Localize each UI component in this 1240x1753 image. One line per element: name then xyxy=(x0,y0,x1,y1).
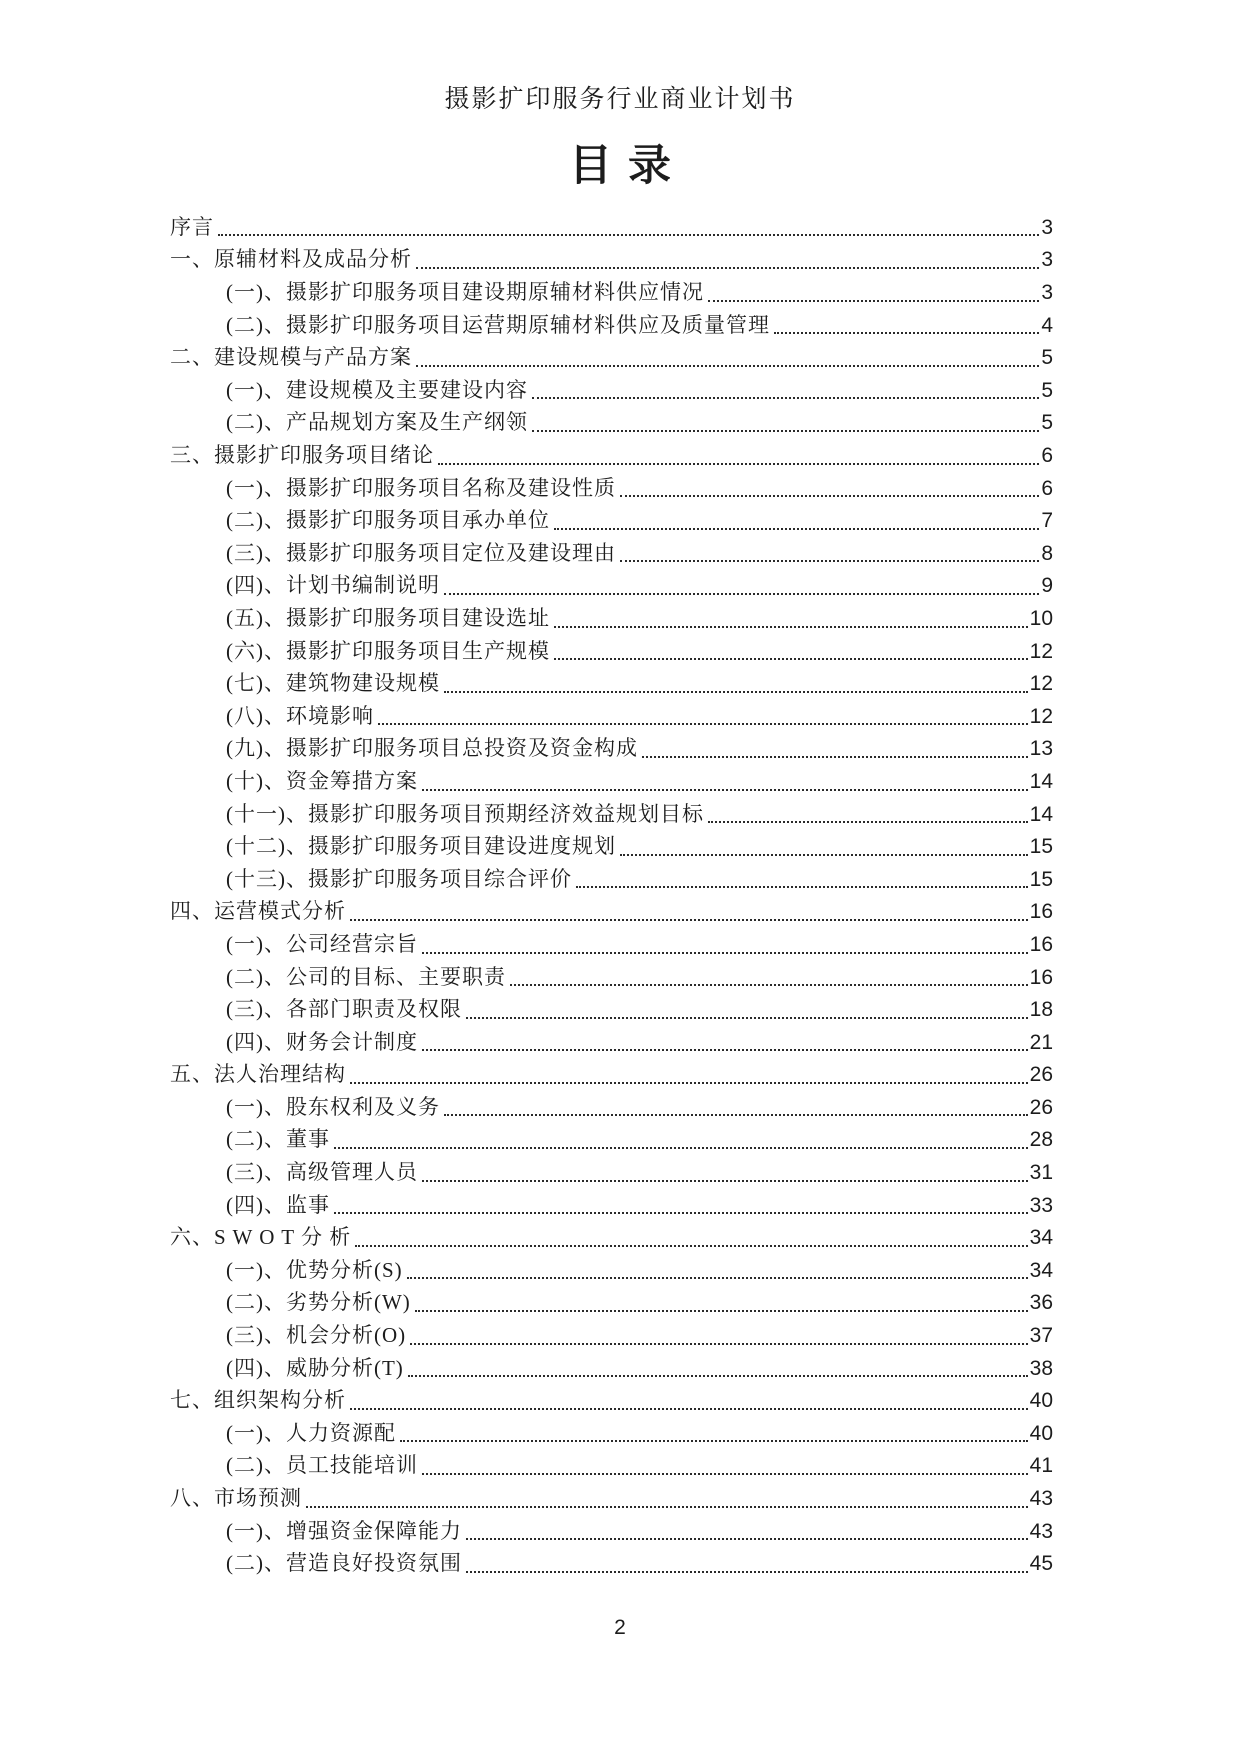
dotted-leader xyxy=(400,1440,1028,1442)
dotted-leader xyxy=(774,332,1039,334)
toc-entry-page: 16 xyxy=(1029,965,1053,989)
toc-entry xyxy=(170,243,1053,276)
dotted-leader xyxy=(708,300,1039,302)
dotted-leader xyxy=(378,723,1028,725)
toc-entry-label: (十三)、摄影扩印服务项目综合评价 xyxy=(226,866,572,891)
toc-entry-label: (九)、摄影扩印服务项目总投资及资金构成 xyxy=(226,736,638,761)
toc-entry-page: 26 xyxy=(1029,1095,1053,1119)
toc-entry xyxy=(170,406,1053,439)
document-header-title: 摄影扩印服务行业商业计划书 xyxy=(444,86,796,113)
toc-entry xyxy=(170,276,1053,309)
dotted-leader xyxy=(334,1147,1028,1149)
toc-entry-page: 21 xyxy=(1029,1030,1053,1054)
toc-entry-page: 6 xyxy=(1041,476,1053,500)
toc-entry-label: (二)、公司的目标、主要职责 xyxy=(226,964,506,989)
dotted-leader xyxy=(444,593,1039,595)
dotted-leader xyxy=(218,234,1039,236)
toc-entry-page: 37 xyxy=(1029,1324,1053,1348)
toc-entry xyxy=(170,1156,1053,1189)
toc-entry xyxy=(170,602,1053,635)
toc-entry xyxy=(170,1352,1053,1385)
dotted-leader xyxy=(708,821,1028,823)
toc-entry-label: 八、市场预测 xyxy=(170,1486,302,1510)
toc-entry-label: (一)、增强资金保障能力 xyxy=(226,1518,462,1543)
toc-entry-page: 13 xyxy=(1029,737,1053,761)
toc-entry xyxy=(170,863,1053,896)
dotted-leader xyxy=(422,1473,1028,1475)
toc-entry-page: 14 xyxy=(1029,802,1053,826)
toc-entry xyxy=(170,1091,1053,1124)
toc-entry-label: (三)、摄影扩印服务项目定位及建设理由 xyxy=(226,540,616,565)
toc-entry-label: (二)、董事 xyxy=(226,1127,330,1152)
toc-entry xyxy=(170,1417,1053,1450)
toc-entry-page: 43 xyxy=(1029,1487,1053,1510)
toc-entry xyxy=(170,1515,1053,1548)
toc-entry-label: (一)、摄影扩印服务项目建设期原辅材料供应情况 xyxy=(226,280,704,305)
toc-entry-page: 5 xyxy=(1041,346,1053,370)
toc-entry xyxy=(170,1189,1053,1222)
toc-entry xyxy=(170,993,1053,1026)
toc-entry xyxy=(170,765,1053,798)
dotted-leader xyxy=(532,397,1039,399)
toc-entry-page: 28 xyxy=(1029,1128,1053,1152)
toc-entry xyxy=(170,309,1053,342)
toc-entry xyxy=(170,667,1053,700)
dotted-leader xyxy=(415,1310,1028,1312)
toc-entry xyxy=(170,700,1053,733)
toc-entry xyxy=(170,1286,1053,1319)
toc-entry-label: (四)、监事 xyxy=(226,1192,330,1217)
toc-entry-label: (二)、营造良好投资氛围 xyxy=(226,1551,462,1576)
toc-entry-page: 12 xyxy=(1029,704,1053,728)
toc-entry xyxy=(170,732,1053,765)
toc-entry-label: (十)、资金筹措方案 xyxy=(226,768,418,793)
toc-entry xyxy=(170,537,1053,570)
toc-entry-label: (六)、摄影扩印服务项目生产规模 xyxy=(226,638,550,663)
dotted-leader xyxy=(350,1082,1028,1084)
toc-entry-page: 16 xyxy=(1029,932,1053,956)
toc-entry xyxy=(170,1254,1053,1287)
toc-entry-label: 序言 xyxy=(170,214,214,239)
toc-entry-page: 9 xyxy=(1041,574,1053,598)
toc-entry-label: (一)、建设规模及主要建设内容 xyxy=(226,377,528,402)
toc-entry-label: (一)、人力资源配 xyxy=(226,1420,396,1445)
dotted-leader xyxy=(438,463,1039,465)
toc-entry-label: (二)、摄影扩印服务项目运营期原辅材料供应及质量管理 xyxy=(226,312,770,337)
toc-entry-page: 18 xyxy=(1029,998,1053,1022)
toc-entry-page: 15 xyxy=(1029,835,1053,859)
dotted-leader xyxy=(306,1506,1028,1508)
toc-entry-page: 7 xyxy=(1041,509,1053,533)
toc-entry xyxy=(170,341,1053,374)
dotted-leader xyxy=(422,1180,1028,1182)
toc-entry xyxy=(170,1449,1053,1482)
dotted-leader xyxy=(620,495,1039,497)
dotted-leader xyxy=(416,365,1039,367)
toc-title xyxy=(0,141,1240,193)
dotted-leader xyxy=(422,1049,1028,1051)
toc-entry-page: 8 xyxy=(1041,541,1053,565)
toc-entry-page: 40 xyxy=(1029,1389,1053,1413)
toc-entry-page: 12 xyxy=(1029,639,1053,663)
toc-entry-page: 34 xyxy=(1029,1258,1053,1282)
toc-entry-label: (三)、高级管理人员 xyxy=(226,1160,418,1185)
footer-page-number: 2 xyxy=(614,1616,626,1639)
toc-entry xyxy=(170,1221,1053,1254)
dotted-leader xyxy=(444,1114,1028,1116)
toc-entry-label: (一)、股东权利及义务 xyxy=(226,1094,440,1119)
toc-entry-label: (四)、计划书编制说明 xyxy=(226,573,440,598)
toc-entry-page: 40 xyxy=(1029,1421,1053,1445)
dotted-leader xyxy=(350,1408,1028,1410)
toc-entry xyxy=(170,439,1053,472)
dotted-leader xyxy=(334,1212,1028,1214)
toc-entry-page: 31 xyxy=(1029,1161,1053,1185)
dotted-leader xyxy=(466,1571,1028,1573)
toc-entry-page: 3 xyxy=(1041,281,1053,305)
toc-entry-label: (二)、产品规划方案及生产纲领 xyxy=(226,410,528,435)
toc-entry-label: (二)、员工技能培训 xyxy=(226,1453,418,1478)
dotted-leader xyxy=(408,1375,1028,1377)
dotted-leader xyxy=(416,267,1039,269)
toc-entry xyxy=(170,569,1053,602)
toc-entry xyxy=(170,1482,1053,1515)
toc-entry xyxy=(170,928,1053,961)
toc-entry xyxy=(170,1058,1053,1091)
toc-entry xyxy=(170,1123,1053,1156)
toc-entry-page: 5 xyxy=(1041,411,1053,435)
dotted-leader xyxy=(554,626,1028,628)
toc-entry-label: 五、法人治理结构 xyxy=(170,1062,346,1087)
toc-entry-label: (三)、机会分析(O) xyxy=(226,1323,407,1348)
dotted-leader xyxy=(532,430,1039,432)
toc-entry-label: (四)、财务会计制度 xyxy=(226,1029,418,1054)
toc-entry-label: 三、摄影扩印服务项目绪论 xyxy=(170,443,434,467)
toc-entry-label: (十一)、摄影扩印服务项目预期经济效益规划目标 xyxy=(226,801,704,826)
toc-entry-page: 12 xyxy=(1029,672,1053,696)
toc-entry xyxy=(170,635,1053,668)
toc-entry-page: 10 xyxy=(1029,606,1053,630)
toc-entry xyxy=(170,1547,1053,1580)
toc-entry-page: 3 xyxy=(1041,248,1053,272)
toc-entry-label: (二)、摄影扩印服务项目承办单位 xyxy=(226,508,550,533)
dotted-leader xyxy=(444,691,1028,693)
toc-entry xyxy=(170,472,1053,505)
dotted-leader xyxy=(576,886,1028,888)
toc-entry xyxy=(170,1026,1053,1059)
toc-entry xyxy=(170,961,1053,994)
toc-entry xyxy=(170,374,1053,407)
toc-entry-page: 33 xyxy=(1029,1193,1053,1217)
toc-entry xyxy=(170,504,1053,537)
toc-entry-label: (七)、建筑物建设规模 xyxy=(226,671,440,696)
toc-entry-page: 38 xyxy=(1029,1356,1053,1380)
toc-entry-page: 15 xyxy=(1029,867,1053,891)
dotted-leader xyxy=(642,756,1028,758)
dotted-leader xyxy=(554,658,1028,660)
toc-entry-page: 3 xyxy=(1041,215,1053,239)
toc-entry-label: (十二)、摄影扩印服务项目建设进度规划 xyxy=(226,834,616,859)
dotted-leader xyxy=(510,984,1028,986)
toc-entry-page: 4 xyxy=(1041,313,1053,337)
toc-entry xyxy=(170,211,1053,244)
toc-entry-label: (三)、各部门职责及权限 xyxy=(226,997,462,1022)
dotted-leader xyxy=(407,1277,1028,1279)
toc-entry-page: 45 xyxy=(1029,1552,1053,1576)
dotted-leader xyxy=(422,789,1028,791)
toc-entry-page: 26 xyxy=(1029,1063,1053,1087)
dotted-leader xyxy=(422,952,1028,954)
toc-entry-label: 二、建设规模与产品方案 xyxy=(170,345,412,370)
toc-entry xyxy=(170,830,1053,863)
dotted-leader xyxy=(620,854,1028,856)
toc-entry xyxy=(170,1319,1053,1352)
toc-entry-label: 一、原辅材料及成品分析 xyxy=(170,247,412,272)
toc-entry-label: (四)、威胁分析(T) xyxy=(226,1355,404,1380)
dotted-leader xyxy=(350,919,1028,921)
toc-entry xyxy=(170,1384,1053,1417)
toc-entry-label: (一)、优势分析(S) xyxy=(226,1257,403,1282)
dotted-leader xyxy=(554,528,1039,530)
toc-entry xyxy=(170,895,1053,928)
toc-entry-page: 16 xyxy=(1029,900,1053,924)
toc-entry-label: (二)、劣势分析(W) xyxy=(226,1290,411,1315)
toc-entry-page: 5 xyxy=(1041,378,1053,402)
toc-entry-label: (一)、公司经营宗旨 xyxy=(226,931,418,956)
dotted-leader xyxy=(466,1017,1028,1019)
toc-entry-label: (一)、摄影扩印服务项目名称及建设性质 xyxy=(226,475,616,500)
toc-entry-page: 14 xyxy=(1029,769,1053,793)
toc-entry-label: 六、S W O T 分 析 xyxy=(170,1225,352,1250)
toc-title-text: 目录 xyxy=(569,143,687,191)
toc-entry-page: 6 xyxy=(1041,444,1053,467)
toc-entry-page: 41 xyxy=(1029,1454,1053,1478)
toc-entry-page: 36 xyxy=(1029,1291,1053,1315)
toc-list xyxy=(170,211,1053,1580)
dotted-leader xyxy=(355,1245,1027,1247)
toc-entry-label: (八)、环境影响 xyxy=(226,703,374,728)
dotted-leader xyxy=(620,560,1039,562)
toc-entry-label: 四、运营模式分析 xyxy=(170,899,346,924)
dotted-leader xyxy=(410,1343,1028,1345)
dotted-leader xyxy=(466,1538,1028,1540)
toc-entry-page: 43 xyxy=(1029,1519,1053,1543)
toc-entry-page: 34 xyxy=(1029,1226,1053,1250)
toc-entry-label: (五)、摄影扩印服务项目建设选址 xyxy=(226,605,550,630)
toc-entry xyxy=(170,798,1053,831)
toc-entry-label: 七、组织架构分析 xyxy=(170,1388,346,1413)
